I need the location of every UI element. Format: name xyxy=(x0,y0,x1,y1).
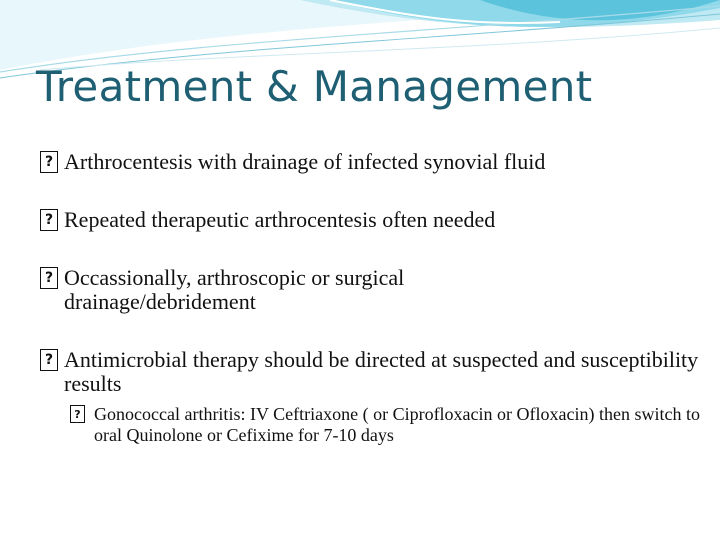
bullet-text: Repeated therapeutic arthrocentesis often needed xyxy=(64,207,496,232)
missing-glyph-icon: ? xyxy=(70,405,85,423)
bullet-item xyxy=(40,348,700,396)
sub-bullet-text: Gonococcal arthritis: IV Ceftriaxone ( or Ciprofloxacin or Ofloxacin) then switch to oral Quinolone or Cefixime for 7-10 days xyxy=(94,404,700,445)
missing-glyph-icon: ? xyxy=(40,151,58,173)
missing-glyph-icon: ? xyxy=(40,267,58,289)
bullet-item xyxy=(40,208,700,232)
missing-glyph-icon: ? xyxy=(40,209,58,231)
slide-title: Treatment & Management xyxy=(36,62,593,111)
bullet-item xyxy=(40,150,700,174)
bullet-text: Arthrocentesis with drainage of infected synovial fluid xyxy=(64,149,546,174)
missing-glyph-icon: ? xyxy=(40,349,58,371)
bullet-text: Antimicrobial therapy should be directed at suspected and susceptibility results xyxy=(64,347,699,396)
bullet-list xyxy=(40,150,700,446)
sub-bullet-item xyxy=(40,404,700,446)
bullet-text: Occassionally, arthroscopic or surgical drainage/debridement xyxy=(64,265,405,314)
bullet-item xyxy=(40,266,504,314)
